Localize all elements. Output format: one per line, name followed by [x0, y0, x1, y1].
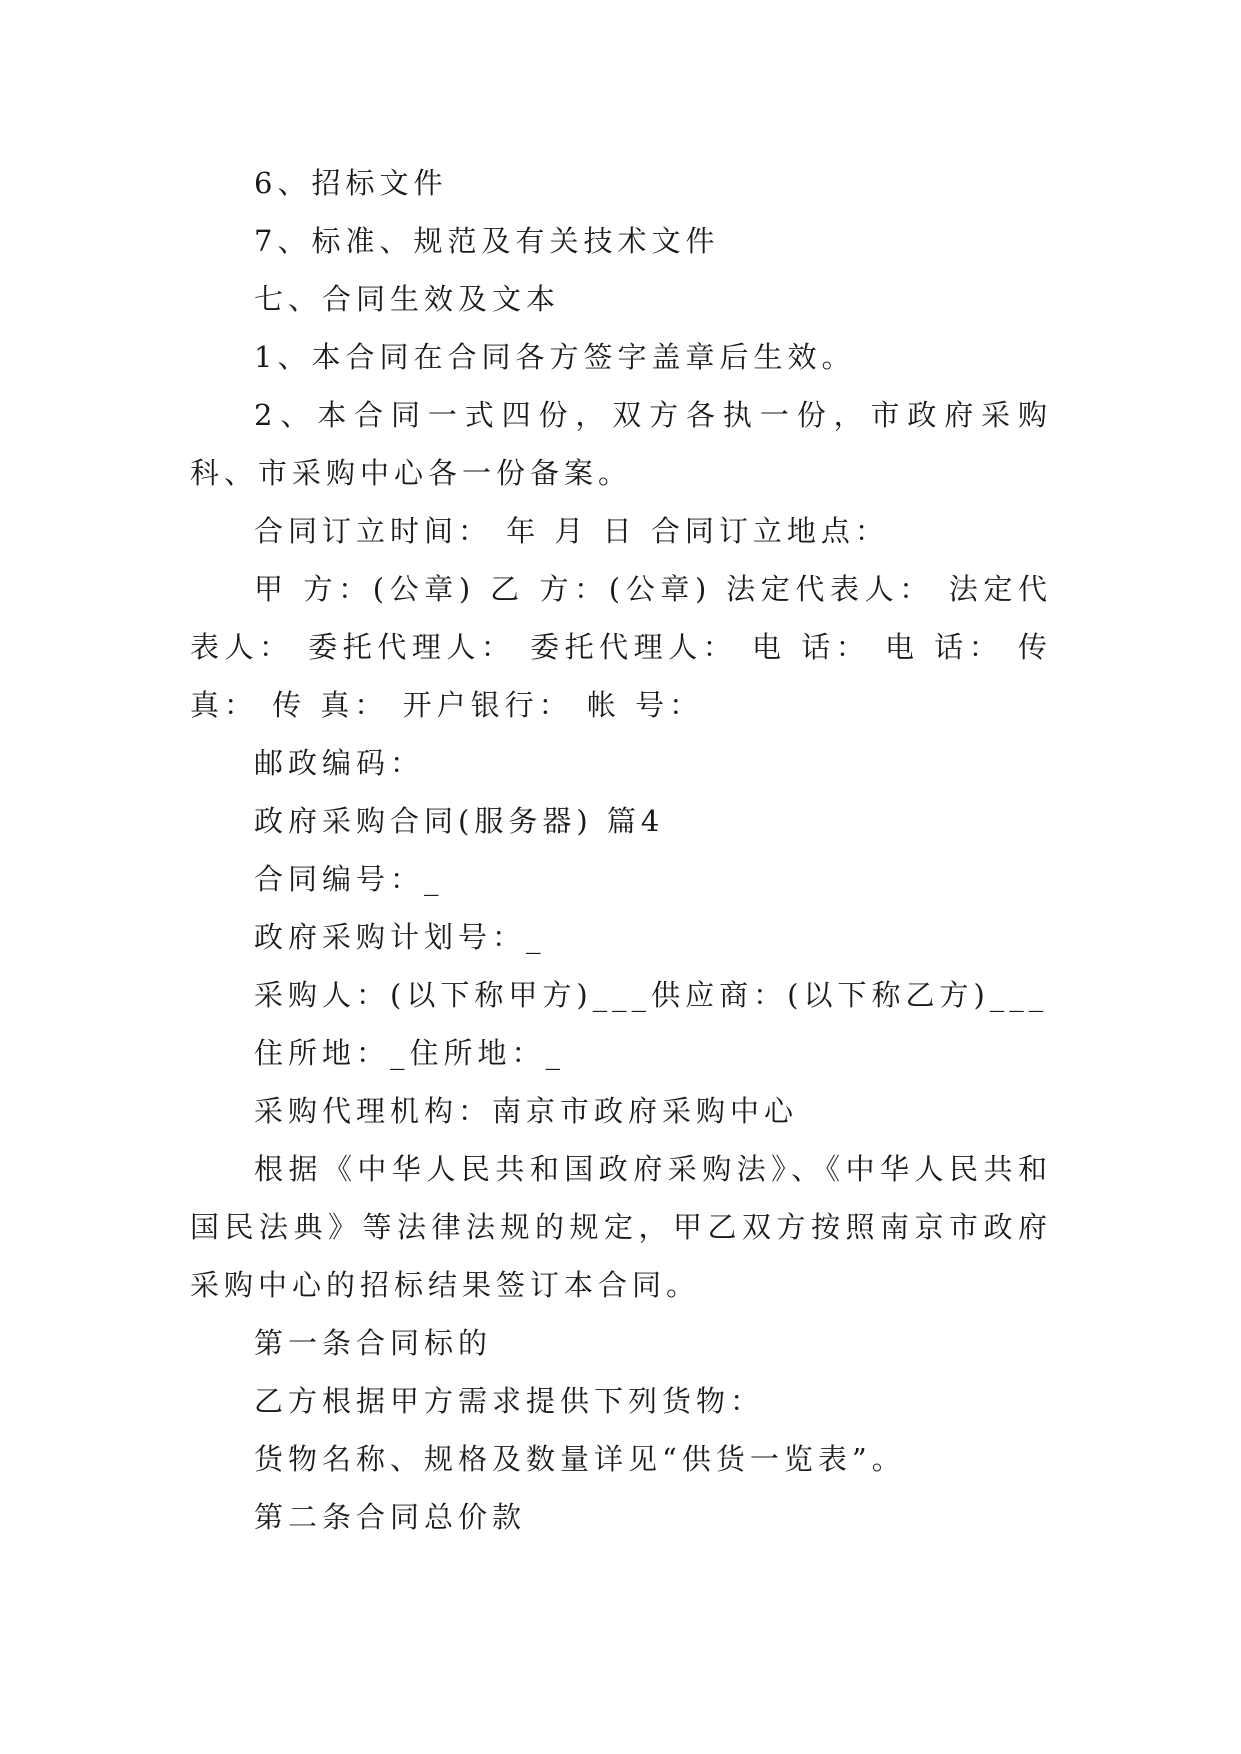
- paragraph-procurement-agency: 采购代理机构：南京市政府采购中心: [254, 1094, 799, 1128]
- paragraph-postal-code: 邮政编码：: [254, 746, 425, 780]
- section-heading-effectiveness: 七、合同生效及文本: [254, 282, 561, 316]
- paragraph-effective-on-signing: 1、本合同在合同各方签字盖章后生效。: [254, 340, 856, 374]
- paragraph-tender-documents: 6、招标文件: [254, 166, 448, 200]
- paragraph-purchaser-supplier: 采购人：(以下称甲方)___供应商：(以下称乙方)___: [254, 978, 1049, 1012]
- article-1-heading: 第一条合同标的: [254, 1326, 493, 1360]
- paragraph-contract-number: 合同编号：_: [254, 862, 444, 896]
- paragraph-addresses: 住所地：_住所地：_: [254, 1036, 566, 1070]
- paragraph-procurement-plan-number: 政府采购计划号：_: [254, 920, 546, 954]
- paragraph-signing-time-place: 合同订立时间： 年 月 日 合同订立地点：: [254, 514, 889, 548]
- section-title-contract-4: 政府采购合同(服务器) 篇4: [254, 804, 665, 838]
- paragraph-goods-list: 货物名称、规格及数量详见“供货一览表”。: [254, 1442, 906, 1476]
- paragraph-standards: 7、标准、规范及有关技术文件: [254, 224, 720, 258]
- paragraph-party-details: 甲 方：(公章) 乙 方：(公章) 法定代表人： 法定代表人： 委托代理人： 委托代理人： 电 话： 电 话： 传真： 传 真： 开户银行： 帐 号：: [190, 572, 1052, 722]
- paragraph-supply-goods: 乙方根据甲方需求提供下列货物：: [254, 1384, 765, 1418]
- paragraph-copies: 2、本合同一式四份，双方各执一份，市政府采购科、市采购中心各一份备案。: [190, 398, 1052, 490]
- document-body: [190, 154, 1052, 1546]
- paragraph-legal-basis: 根据《中华人民共和国政府采购法》、《中华人民共和国民法典》等法律法规的规定，甲乙双方按照南京市政府采购中心的招标结果签订本合同。: [190, 1152, 1052, 1302]
- article-2-heading: 第二条合同总价款: [254, 1500, 527, 1534]
